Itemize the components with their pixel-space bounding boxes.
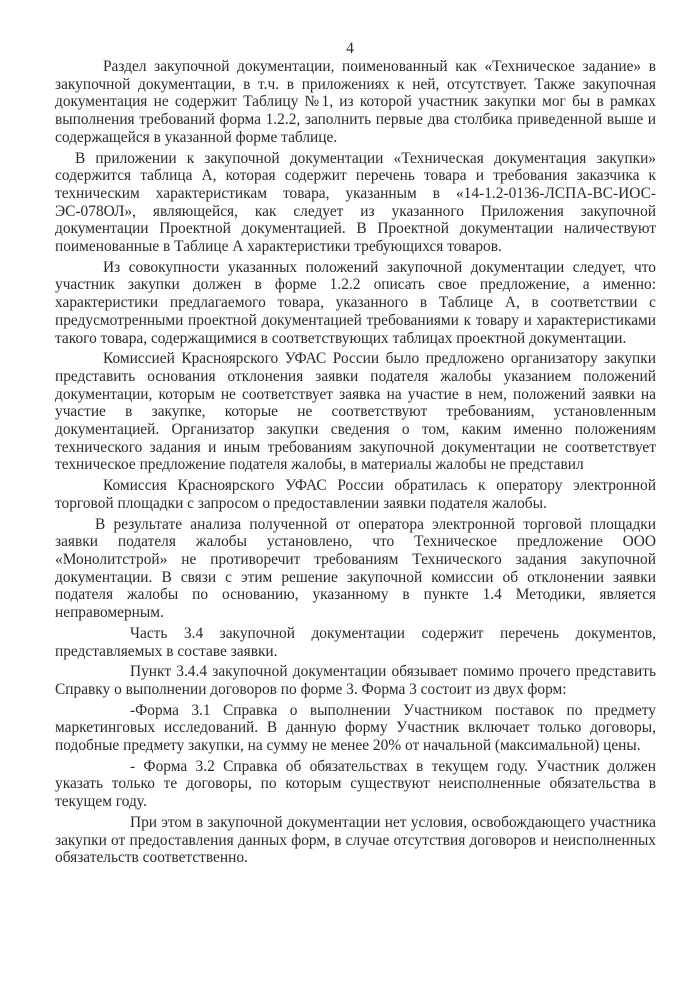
document-body [55, 58, 656, 867]
paragraph-technical-task-section: Раздел закупочной документации, поименованный как «Техническое задание» в закупочной документации, в т.ч. в приложениях к ней, отсутствует. Также закупочная документация не содержит Таблицу №1, из которой участник закупки мог бы в рамках выполнения требований форма 1.2.2, заполнить первые два столбика приведенной выше и содержащейся в указанной форме таблице. [55, 58, 656, 146]
paragraph-analysis-result: В результате анализа полученной от оператора электронной торговой площадки заявки подателя жалобы установлено, что Техническое предложение ООО «Монолитстрой» не противоречит требованиям Технического задания закупочной документации. В связи с этим решение закупочной комиссии об отклонении заявки подателя жалобы по основанию, указанному в пункте 1.4 Методики, является неправомерным. [55, 515, 656, 622]
paragraph-commission-request: Комиссией Красноярского УФАС России было предложено организатору закупки представить основания отклонения заявки подателя жалобы указанием положений документации, которым не соответствует заявка на участие в нем, положений заявки на участие в закупке, которые не соответствуют требованиям, установленным документацией. Организатор закупки сведения о том, каким именно положениям технического задания и иным требованиям закупочной документации не соответствует техническое предложение подателя жалобы, в материалы жалобы не представил [55, 350, 656, 474]
paragraph-appendix-table-a: В приложении к закупочной документации «Техническая документация закупки» содержится таблица А, которая содержит перечень товара и требования заказчика к техническим характеристикам товара, указанным в «14-1.2-0136-ЛСПА-ВС-ИОС-ЭС-078ОЛ», являющейся, как следует из указанного Приложения закупочной документации Проектной документацией. В Проектной документации наличествуют поименованные в Таблице А характеристики требующихся товаров. [55, 149, 656, 256]
paragraph-part-3-4: Часть 3.4 закупочной документации содержит перечень документов, представляемых в составе заявки. [55, 624, 656, 660]
paragraph-form-3-1: -Форма 3.1 Справка о выполнении Участником поставок по предмету маркетинговых исследований. В данную форму Участник включает только договоры, подобные предмету закупки, на сумму не менее 20% от начальной (максимальной) цены. [55, 701, 656, 755]
paragraph-operator-request: Комиссия Красноярского УФАС России обратилась к оператору электронной торговой площадки с запросом о предоставлении заявки подателя жалобы. [55, 477, 656, 512]
paragraph-item-3-4-4: Пункт 3.4.4 закупочной документации обязывает помимо прочего представить Справку о выполнении договоров по форме 3. Форма 3 состоит из двух форм: [55, 663, 656, 698]
paragraph-no-exemption: При этом в закупочной документации нет условия, освобождающего участника закупки от предоставления данных форм, в случае отсутствия договоров и неисполненных обязательств соответственно. [55, 813, 656, 867]
page-number: 4 [346, 40, 354, 57]
paragraph-form-1-2-2: Из совокупности указанных положений закупочной документации следует, что участник закупки должен в форме 1.2.2 описать свое предложение, а именно: характеристики предлагаемого товара, указанного в Таблице А, в соответствии с предусмотренными проектной документацией требованиями к товару и характеристиками такого товара, содержащимися в соответствующих таблицах проектной документации. [55, 258, 656, 347]
paragraph-form-3-2: - Форма 3.2 Справка об обязательствах в текущем году. Участник должен указать только те договоры, по которым существуют неисполненные обязательства в текущем году. [55, 757, 656, 811]
